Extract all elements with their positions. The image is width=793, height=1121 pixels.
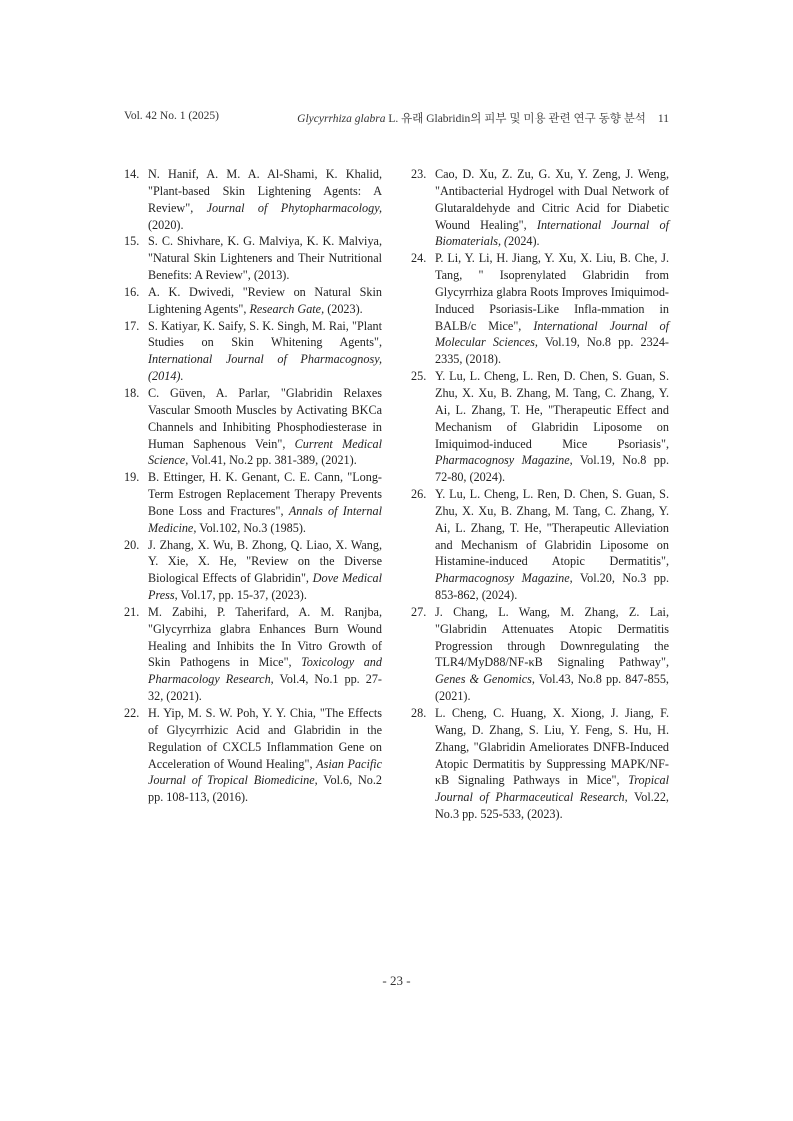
reference-number: 24. — [411, 251, 427, 266]
reference-journal: Current Medical Science, — [148, 436, 383, 468]
page-footer — [0, 973, 793, 989]
reference-number: 25. — [411, 369, 427, 384]
header-page-number: 11 — [657, 113, 669, 125]
reference-item — [411, 705, 669, 823]
running-title-species: Glycyrrhiza glabra — [297, 113, 386, 125]
reference-details: (2020). — [148, 217, 184, 232]
reference-details: Vol.22, No.3 pp. 525-533, (2023). — [435, 790, 669, 822]
reference-item — [124, 233, 382, 284]
reference-text: H. Yip, M. S. W. Poh, Y. Y. Chia, "The Effects of Glycyrrhizic Acid and Glabridin in the Regulation of CXCL5 Inflammation Gene on Acceleration of Wound Healing", — [148, 706, 382, 771]
journal-volume: Vol. 42 No. 1 (2025) — [124, 110, 219, 122]
reference-text: P. Li, Y. Li, H. Jiang, Y. Xu, X. Liu, B. Che, J. Tang, " Isoprenylated Glabridin from Glycyrrhiza glabra Roots Improves Imiquimod-Induced Psoriasis-Like Infla-mmation in BALB/c Mice", — [435, 251, 669, 333]
reference-journal: Annals of Internal Medicine, — [148, 503, 382, 535]
reference-item — [124, 284, 382, 318]
reference-number: 23. — [411, 167, 427, 181]
reference-journal: International Journal of Biomaterials, ( — [435, 217, 669, 249]
reference-number: 26. — [411, 487, 427, 502]
references-right-column — [411, 166, 669, 823]
reference-item — [124, 705, 382, 806]
reference-journal: Genes & Genomics, — [435, 672, 535, 687]
reference-number: 20. — [124, 537, 140, 552]
reference-item — [411, 486, 669, 604]
running-title-text: L. 유래 Glabridin의 피부 및 미용 관련 연구 동향 분석 — [385, 113, 646, 125]
reference-item — [411, 250, 669, 368]
running-header — [124, 110, 669, 126]
reference-text: Y. Lu, L. Cheng, L. Ren, D. Chen, S. Guan, S. Zhu, X. Xu, B. Zhang, M. Tang, C. Zhang, Y. Ai, L. Zhang, T. He, "Therapeutic Alleviation and Mechanism of Glabridin Liposome on Histamine-induced Atopic Dermatitis", — [435, 487, 669, 569]
reference-details: (2023). — [324, 301, 363, 316]
reference-details: Vol.4, No.1 pp. 27-32, (2021). — [148, 672, 382, 704]
reference-details: Vol.6, No.2 pp. 108-113, (2016). — [148, 773, 382, 805]
footer-page-number: - 23 - — [382, 973, 411, 988]
reference-journal: Toxicology and Pharmacology Research, — [148, 655, 382, 687]
reference-text: B. Ettinger, H. K. Genant, C. E. Cann, "Long-Term Estrogen Replacement Therapy Prevents Bone Loss and Fractures", — [148, 470, 382, 518]
reference-details: Vol.43, No.8 pp. 847-855, (2021). — [435, 672, 669, 704]
reference-item — [124, 469, 382, 536]
reference-text: C. Güven, A. Parlar, "Glabridin Relaxes Vascular Smooth Muscles by Activating BKCa Channels and Inhibiting Phosphodiesterase in Human Saphenous Vein", — [148, 385, 382, 451]
reference-number: 27. — [411, 604, 427, 619]
reference-item — [411, 604, 669, 705]
reference-journal: Journal of Phytopharmacology, — [206, 200, 382, 215]
reference-details: 2024). — [508, 234, 540, 249]
reference-item — [124, 166, 382, 233]
reference-text: J. Chang, L. Wang, M. Zhang, Z. Lai, "Glabridin Attenuates Atopic Dermatitis Progression through Downregulating the TLR4/MyD88/NF-κB Signaling Pathway", — [435, 604, 669, 670]
reference-journal: Pharmacognosy Magazine, — [435, 453, 573, 468]
reference-details: Vol.102, No.3 (1985). — [196, 520, 306, 535]
references-left-column — [124, 166, 382, 806]
reference-journal: Asian Pacific Journal of Tropical Biomedicine, — [148, 756, 383, 788]
reference-number: 15. — [124, 234, 140, 249]
reference-number: 16. — [124, 284, 140, 299]
reference-details: Vol.41, No.2 pp. 381-389, (2021). — [188, 453, 357, 468]
reference-journal: Tropical Journal of Pharmaceutical Research, — [435, 773, 669, 805]
reference-text: S. Katiyar, K. Saify, S. K. Singh, M. Rai, "Plant Studies on Skin Whitening Agents", — [148, 318, 382, 350]
reference-journal: Research Gate, — [249, 301, 325, 316]
reference-journal: Dove Medical Press, — [148, 571, 382, 603]
reference-number: 21. — [124, 604, 140, 619]
reference-text: Cao, D. Xu, Z. Zu, G. Xu, Y. Zeng, J. Weng, "Antibacterial Hydrogel with Dual Network of Glutaraldehyde and Citric Acid for Diabetic Wound Healing", — [435, 167, 669, 232]
reference-text: J. Zhang, X. Wu, B. Zhong, Q. Liao, X. Wang, Y. Xie, X. He, "Review on the Diverse Biological Effects of Glabridin", — [148, 537, 382, 586]
reference-text: L. Cheng, C. Huang, X. Xiong, J. Jiang, F. Wang, D. Zhang, S. Liu, Y. Feng, S. Hu, H. Zhang, "Glabridin Ameliorates DNFB-Induced Atopic Dermatitis by Suppressing MAPK/NF-κB Signaling Pathways in Mice", — [435, 706, 669, 788]
reference-number: 19. — [124, 470, 140, 485]
reference-item — [411, 368, 669, 486]
reference-number: 22. — [124, 706, 140, 720]
reference-item — [124, 604, 382, 705]
reference-text: A. K. Dwivedi, "Review on Natural Skin Lightening Agents", — [148, 284, 382, 316]
reference-details: Vol.19, No.8 pp. 2324-2335, (2018). — [435, 335, 669, 367]
reference-item — [124, 385, 382, 469]
reference-details: Vol.20, No.3 pp. 853-862, (2024). — [435, 571, 669, 603]
reference-number: 18. — [124, 385, 140, 400]
reference-item — [124, 318, 382, 385]
reference-details: Vol.19, No.8 pp. 72-80, (2024). — [435, 453, 669, 485]
reference-journal: International Journal of Molecular Sciences, — [435, 318, 669, 350]
reference-text: S. C. Shivhare, K. G. Malviya, K. K. Malviya, "Natural Skin Lighteners and Their Nutritional Benefits: A Review", (2013). — [148, 234, 382, 283]
reference-journal: Pharmacognosy Magazine, — [435, 571, 573, 586]
reference-number: 17. — [124, 318, 140, 333]
reference-text: Y. Lu, L. Cheng, L. Ren, D. Chen, S. Guan, S. Zhu, X. Xu, B. Zhang, M. Tang, C. Zhang, Y. Ai, L. Zhang, T. He, "Therapeutic Effect and Mechanism of Glabridin Liposome on Imiquimod-induced Mice Psoriasis", — [435, 369, 669, 451]
reference-item — [411, 166, 669, 250]
reference-number: 28. — [411, 706, 427, 720]
reference-text: M. Zabihi, P. Taherifard, A. M. Ranjba, "Glycyrrhiza glabra Enhances Burn Wound Healing and Inhibits the In Vitro Growth of Skin Pathogens in Mice", — [148, 604, 382, 670]
reference-number: 14. — [124, 167, 140, 181]
reference-item — [124, 537, 382, 604]
reference-journal: International Journal of Pharmacognosy, (2014). — [148, 352, 382, 384]
running-title — [297, 110, 669, 126]
reference-text: N. Hanif, A. M. A. Al-Shami, K. Khalid, "Plant-based Skin Lightening Agents: A Review", — [148, 167, 382, 215]
reference-details: Vol.17, pp. 15-37, (2023). — [177, 588, 307, 603]
